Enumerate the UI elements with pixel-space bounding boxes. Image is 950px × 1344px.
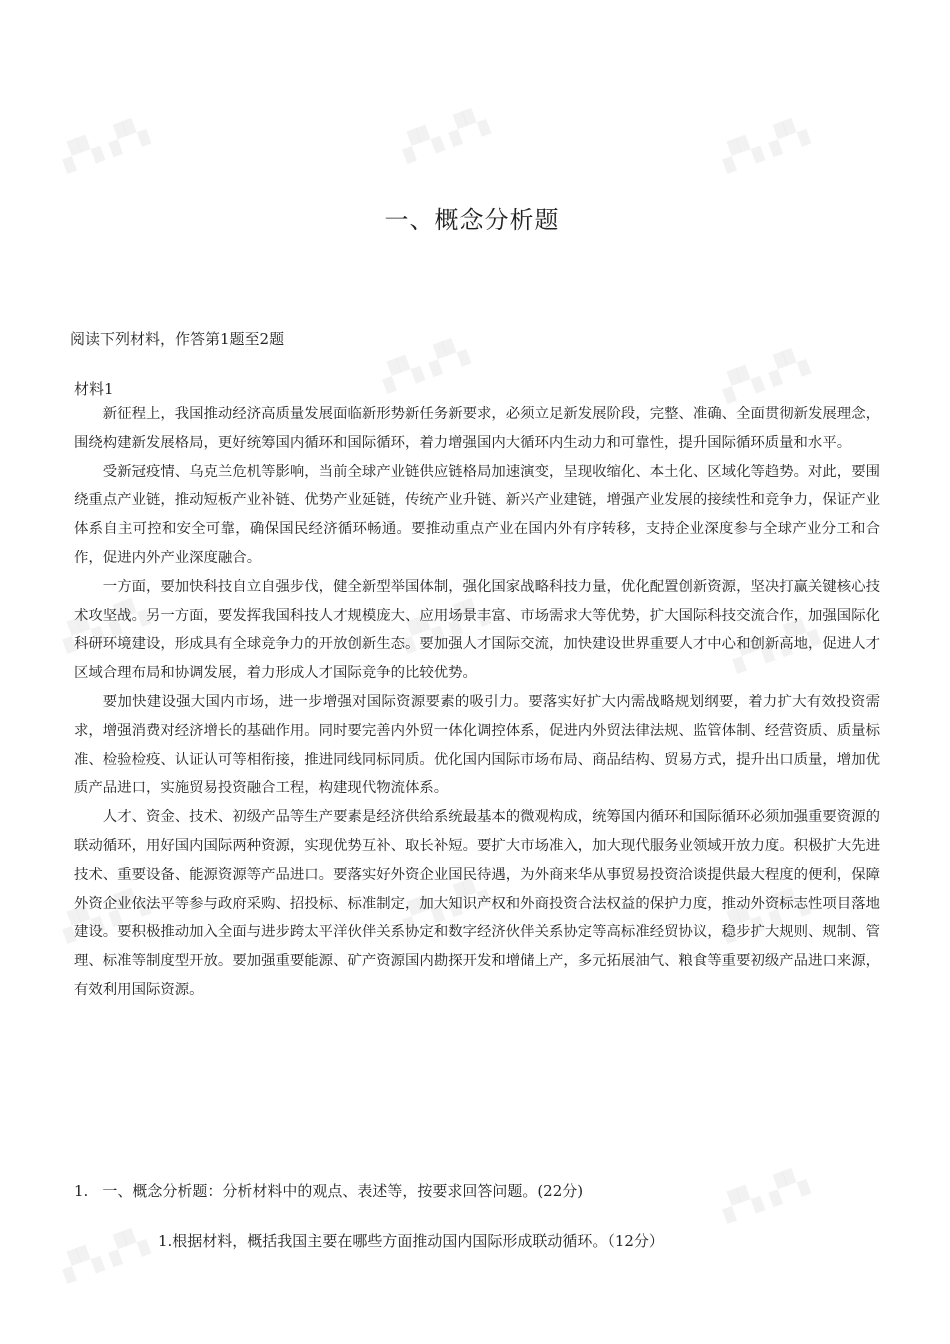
watermark: ▞▚ ▞▚	[717, 115, 812, 175]
watermark: ▞▚ ▞▚	[717, 885, 812, 945]
watermark: ▞▚ ▞▚	[57, 115, 152, 175]
watermark: ▞▚ ▞▚	[727, 615, 822, 675]
paragraph: 要加快建设强大国内市场，进一步增强对国际资源要素的吸引力。要落实好扩大内需战略规划纲要，着力扩大有效投资需求，增强消费对经济增长的基础作用。同时要完善内外贸一体化调控体系，促进内外贸法律法规、监管体制、经营资质、质量标准、检验检疫、认证认可等相衔接，推进同线同标同质。优化国内国际市场布局、商品结构、贸易方式，提升出口质量，增加优质产品进口，实施贸易投资融合工程，构建现代物流体系。	[74, 693, 880, 797]
paragraph: 新征程上，我国推动经济高质量发展面临新形势新任务新要求，必须立足新发展阶段，完整、准确、全面贯彻新发展理念，围绕构建新发展格局，更好统筹国内循环和国际循环，着力增强国内大循环内生动力和可靠性，提升国际循环质量和水平。	[74, 406, 880, 451]
watermark: ▞▚ ▞▚	[397, 875, 492, 935]
material-label: 材料1	[74, 380, 114, 398]
watermark: ▞▚ ▞▚	[57, 885, 152, 945]
watermark: ▞▚ ▞▚	[377, 335, 472, 395]
watermark: ▞▚ ▞▚	[57, 595, 152, 655]
watermark: ▞▚ ▞▚	[717, 345, 812, 405]
question-number: 1.	[74, 1182, 89, 1200]
paragraph: 受新冠疫情、乌克兰危机等影响，当前全球产业链供应链格局加速演变，呈现收缩化、本土化、区域化等趋势。对此，要围绕重点产业链，推动短板产业补链、优势产业延链，传统产业升链、新兴产业建链，增强产业发展的接续性和竞争力，保证产业体系自主可控和安全可靠，确保国民经济循环畅通。要推动重点产业在国内外有序转移，支持企业深度参与全球产业分工和合作，促进内外产业深度融合。	[74, 463, 880, 566]
page-title: 一、概念分析题	[384, 206, 560, 234]
question	[74, 1180, 583, 1201]
watermark: ▞▚ ▞▚	[397, 595, 492, 655]
paragraph: 一方面，要加快科技自立自强步伐，健全新型举国体制，强化国家战略科技力量，优化配置创新资源，坚决打赢关键核心技术攻坚战。另一方面，要发挥我国科技人才规模庞大、应用场景丰富、市场需求大等优势，扩大国际科技交流合作，加强国际化科研环境建设，形成具有全球竞争力的开放创新生态。要加强人才国际交流，加快建设世界重要人才中心和创新高地，促进人才区域合理布局和协调发展，着力形成人才国际竞争的比较优势。	[74, 578, 880, 682]
instructions: 阅读下列材料，作答第1题至2题	[70, 330, 285, 348]
watermark: ▞▚ ▞▚	[57, 1225, 152, 1285]
material-body	[74, 400, 880, 1005]
watermark: ▞▚ ▞▚	[717, 1165, 812, 1225]
paragraph: 人才、资金、技术、初级产品等生产要素是经济供给系统最基本的微观构成，统筹国内循环和国际循环必须加强重要资源的联动循环，用好国内国际两种资源，实现优势互补、取长补短。要扩大市场准入，加大现代服务业领域开放力度。积极扩大先进技术、重要设备、能源资源等产品进口。要落实好外资企业国民待遇，为外商来华从事贸易投资洽谈提供最大程度的便利，保障外资企业依法平等参与政府采购、招投标、标准制定，加大知识产权和外商投资合法权益的保护力度，推动外资标志性项目落地建设。要积极推动加入全面与进步跨太平洋伙伴关系协定和数字经济伙伴关系协定等高标准经贸协议，稳步扩大规则、规制、管理、标准等制度型开放。要加强重要能源、矿产资源国内勘探开发和增储上产，多元拓展油气、粮食等重要初级产品进口来源，有效利用国际资源。	[74, 809, 880, 998]
subquestion: 1.根据材料，概括我国主要在哪些方面推动国内国际形成联动循环。（12分）	[158, 1232, 664, 1250]
watermark: ▞▚ ▞▚	[397, 105, 492, 165]
question-text: 一、概念分析题：分析材料中的观点、表述等，按要求回答问题。(22分)	[102, 1182, 584, 1200]
